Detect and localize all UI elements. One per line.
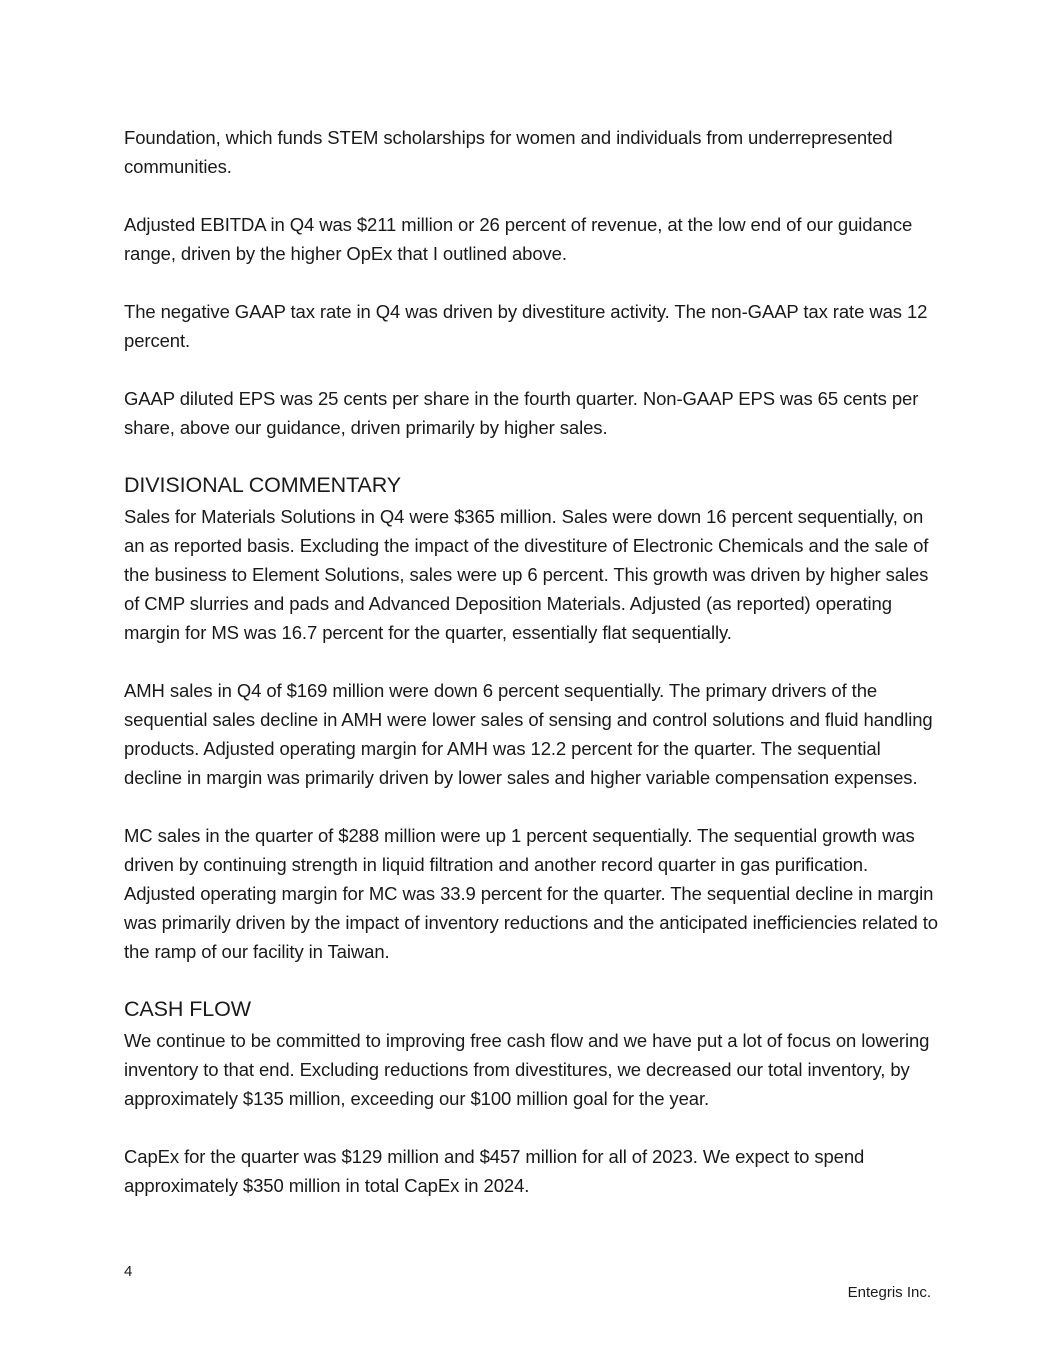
paragraph-adjusted-ebitda: Adjusted EBITDA in Q4 was $211 million or 26 percent of revenue, at the low end of our guidance range, driven by the higher OpEx that I outlined above. bbox=[124, 214, 913, 264]
page-number: 4 bbox=[124, 1263, 133, 1280]
paragraph-mc: MC sales in the quarter of $288 million were up 1 percent sequentially. The sequential growth was driven by continuing strength in liquid filtration and another record quarter in gas purification. Adjusted operating margin for MC was 33.9 percent for the quarter. The sequential decline in margin was primarily driven by the impact of inventory reductions and the anticipated inefficiencies related to the ramp of our facility in Taiwan. bbox=[124, 825, 938, 962]
paragraph-capex: CapEx for the quarter was $129 million and $457 million for all of 2023. We expect to spend approximately $350 million in total CapEx in 2024. bbox=[124, 1146, 865, 1196]
footer-company-name: Entegris Inc. bbox=[847, 1284, 931, 1301]
paragraph-materials-solutions: Sales for Materials Solutions in Q4 were $365 million. Sales were down 16 percent sequentially, on an as reported basis. Excluding the impact of the divestiture of Electronic Chemicals and the sale of the business to Element Solutions, sales were up 6 percent. This growth was driven by higher sales of CMP slurries and pads and Advanced Deposition Materials. Adjusted (as reported) operating margin for MS was 16.7 percent for the quarter, essentially flat sequentially. bbox=[124, 506, 929, 643]
paragraph-tax-rate: The negative GAAP tax rate in Q4 was driven by divestiture activity. The non-GAAP tax rate was 12 percent. bbox=[124, 301, 928, 351]
paragraph-amh: AMH sales in Q4 of $169 million were down 6 percent sequentially. The primary drivers of the sequential sales decline in AMH were lower sales of sensing and control solutions and fluid handling products. Adjusted operating margin for AMH was 12.2 percent for the quarter. The sequential decline in margin was primarily driven by lower sales and higher variable compensation expenses. bbox=[124, 680, 933, 788]
section-heading-divisional: DIVISIONAL COMMENTARY bbox=[124, 473, 402, 497]
section-heading-cash-flow: CASH FLOW bbox=[124, 997, 251, 1021]
paragraph-eps: GAAP diluted EPS was 25 cents per share in the fourth quarter. Non-GAAP EPS was 65 cents per share, above our guidance, driven primarily by higher sales. bbox=[124, 388, 919, 438]
document-body bbox=[124, 123, 939, 1229]
paragraph-foundation: Foundation, which funds STEM scholarships for women and individuals from underrepresented communities. bbox=[124, 127, 893, 177]
paragraph-inventory: We continue to be committed to improving free cash flow and we have put a lot of focus on lowering inventory to that end. Excluding reductions from divestitures, we decreased our total inventory, by approximately $135 million, exceeding our $100 million goal for the year. bbox=[124, 1030, 930, 1109]
